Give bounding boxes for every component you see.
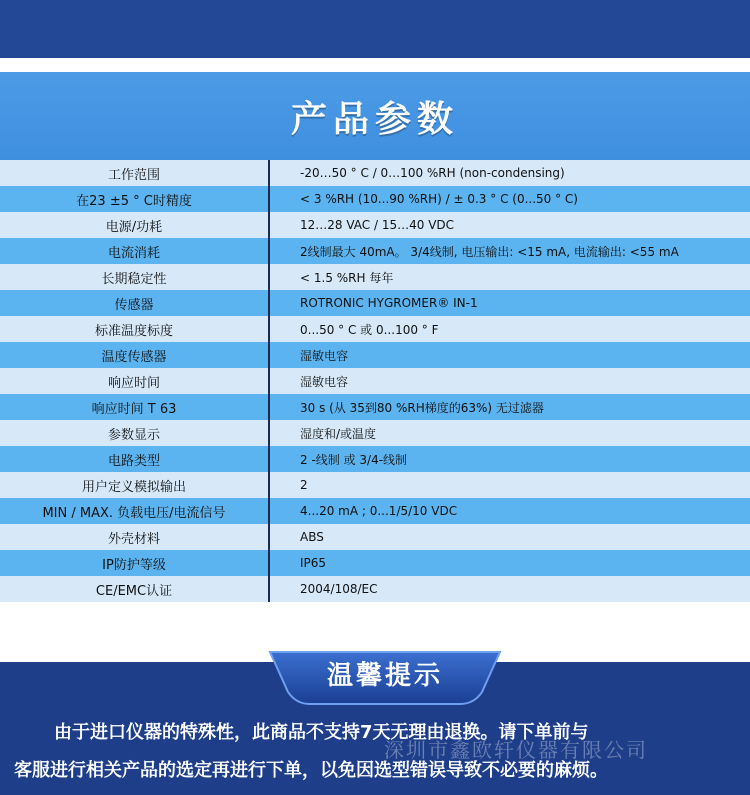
spec-label: IP防护等级	[102, 557, 166, 573]
spec-label: 传感器	[114, 297, 154, 313]
spec-row	[0, 472, 750, 498]
spec-row	[0, 160, 750, 186]
notice-line-1: 由于进口仪器的特殊性，此商品不支持7天无理由退换。请下单前与	[54, 722, 589, 743]
spec-label: 外壳材料	[107, 531, 160, 547]
spec-row	[0, 264, 750, 290]
spec-label: 响应时间 T 63	[91, 401, 177, 417]
spec-label: 长期稳定性	[101, 271, 167, 287]
spec-value: 12…28 VAC / 15…40 VDC	[300, 218, 455, 232]
spec-label: 响应时间	[107, 375, 160, 391]
page-title: 产品参数	[290, 98, 459, 140]
spec-label: 工作范围	[107, 167, 160, 183]
spec-row	[0, 316, 750, 342]
spec-table	[0, 160, 750, 602]
spec-label: MIN / MAX. 负载电压/电流信号	[42, 505, 226, 521]
spec-value: -20…50 ° C / 0…100 %RH (non-condensing)	[300, 166, 565, 180]
spec-label: 温度传感器	[101, 349, 167, 365]
spec-value: 2	[300, 478, 308, 492]
tips-title: 温馨提示	[326, 660, 443, 691]
spec-row	[0, 394, 750, 420]
spec-row	[0, 498, 750, 524]
spec-value: 0...50 ° C 或 0...100 ° F	[300, 322, 439, 337]
spec-row	[0, 576, 750, 602]
spec-label: 电流消耗	[107, 245, 160, 261]
spec-label: 电源/功耗	[105, 219, 163, 235]
spec-value: 2 -线制 或 3/4-线制	[300, 452, 408, 467]
spec-row	[0, 524, 750, 550]
spec-value: 湿敏电容	[300, 374, 349, 389]
spec-value: 湿度和/或温度	[300, 426, 377, 441]
spec-label: 用户定义模拟输出	[81, 479, 186, 495]
spec-value: ABS	[300, 530, 324, 544]
spec-value: < 1.5 %RH 每年	[300, 270, 394, 285]
spec-row	[0, 238, 750, 264]
spec-value: ROTRONIC HYGROMER® IN-1	[300, 296, 478, 310]
spec-row	[0, 420, 750, 446]
spec-value: 30 s (从 35到80 %RH梯度的63%) 无过滤器	[300, 400, 544, 415]
spec-value: IP65	[300, 556, 327, 570]
top-banner	[0, 0, 750, 58]
spec-value: 4...20 mA ; 0...1/5/10 VDC	[300, 504, 458, 518]
spec-label: 参数显示	[107, 427, 160, 443]
spec-row	[0, 290, 750, 316]
spec-row	[0, 186, 750, 212]
spec-label: 在23 ±5 ° C时精度	[76, 193, 192, 209]
spec-value: 2线制最大 40mA。 3/4线制, 电压输出: <15 mA, 电流输出: <55 mA	[300, 244, 679, 259]
company-watermark: 深圳市鑫欧轩仪器有限公司	[384, 738, 648, 762]
spec-row	[0, 212, 750, 238]
spec-value: 2004/108/EC	[300, 582, 378, 596]
spec-row	[0, 446, 750, 472]
spec-value: 湿敏电容	[300, 348, 349, 363]
spec-row	[0, 342, 750, 368]
spec-row	[0, 368, 750, 394]
notice-line-2: 客服进行相关产品的选定再进行下单，以免因选型错误导致不必要的麻烦。	[14, 760, 608, 781]
spec-label: CE/EMC认证	[95, 583, 173, 599]
spec-label: 电路类型	[107, 453, 160, 469]
spec-value: < 3 %RH (10...90 %RH) / ± 0.3 ° C (0...50 ° C)	[300, 192, 578, 206]
spec-row	[0, 550, 750, 576]
spec-label: 标准温度标度	[94, 323, 173, 339]
spec-header	[0, 72, 750, 160]
